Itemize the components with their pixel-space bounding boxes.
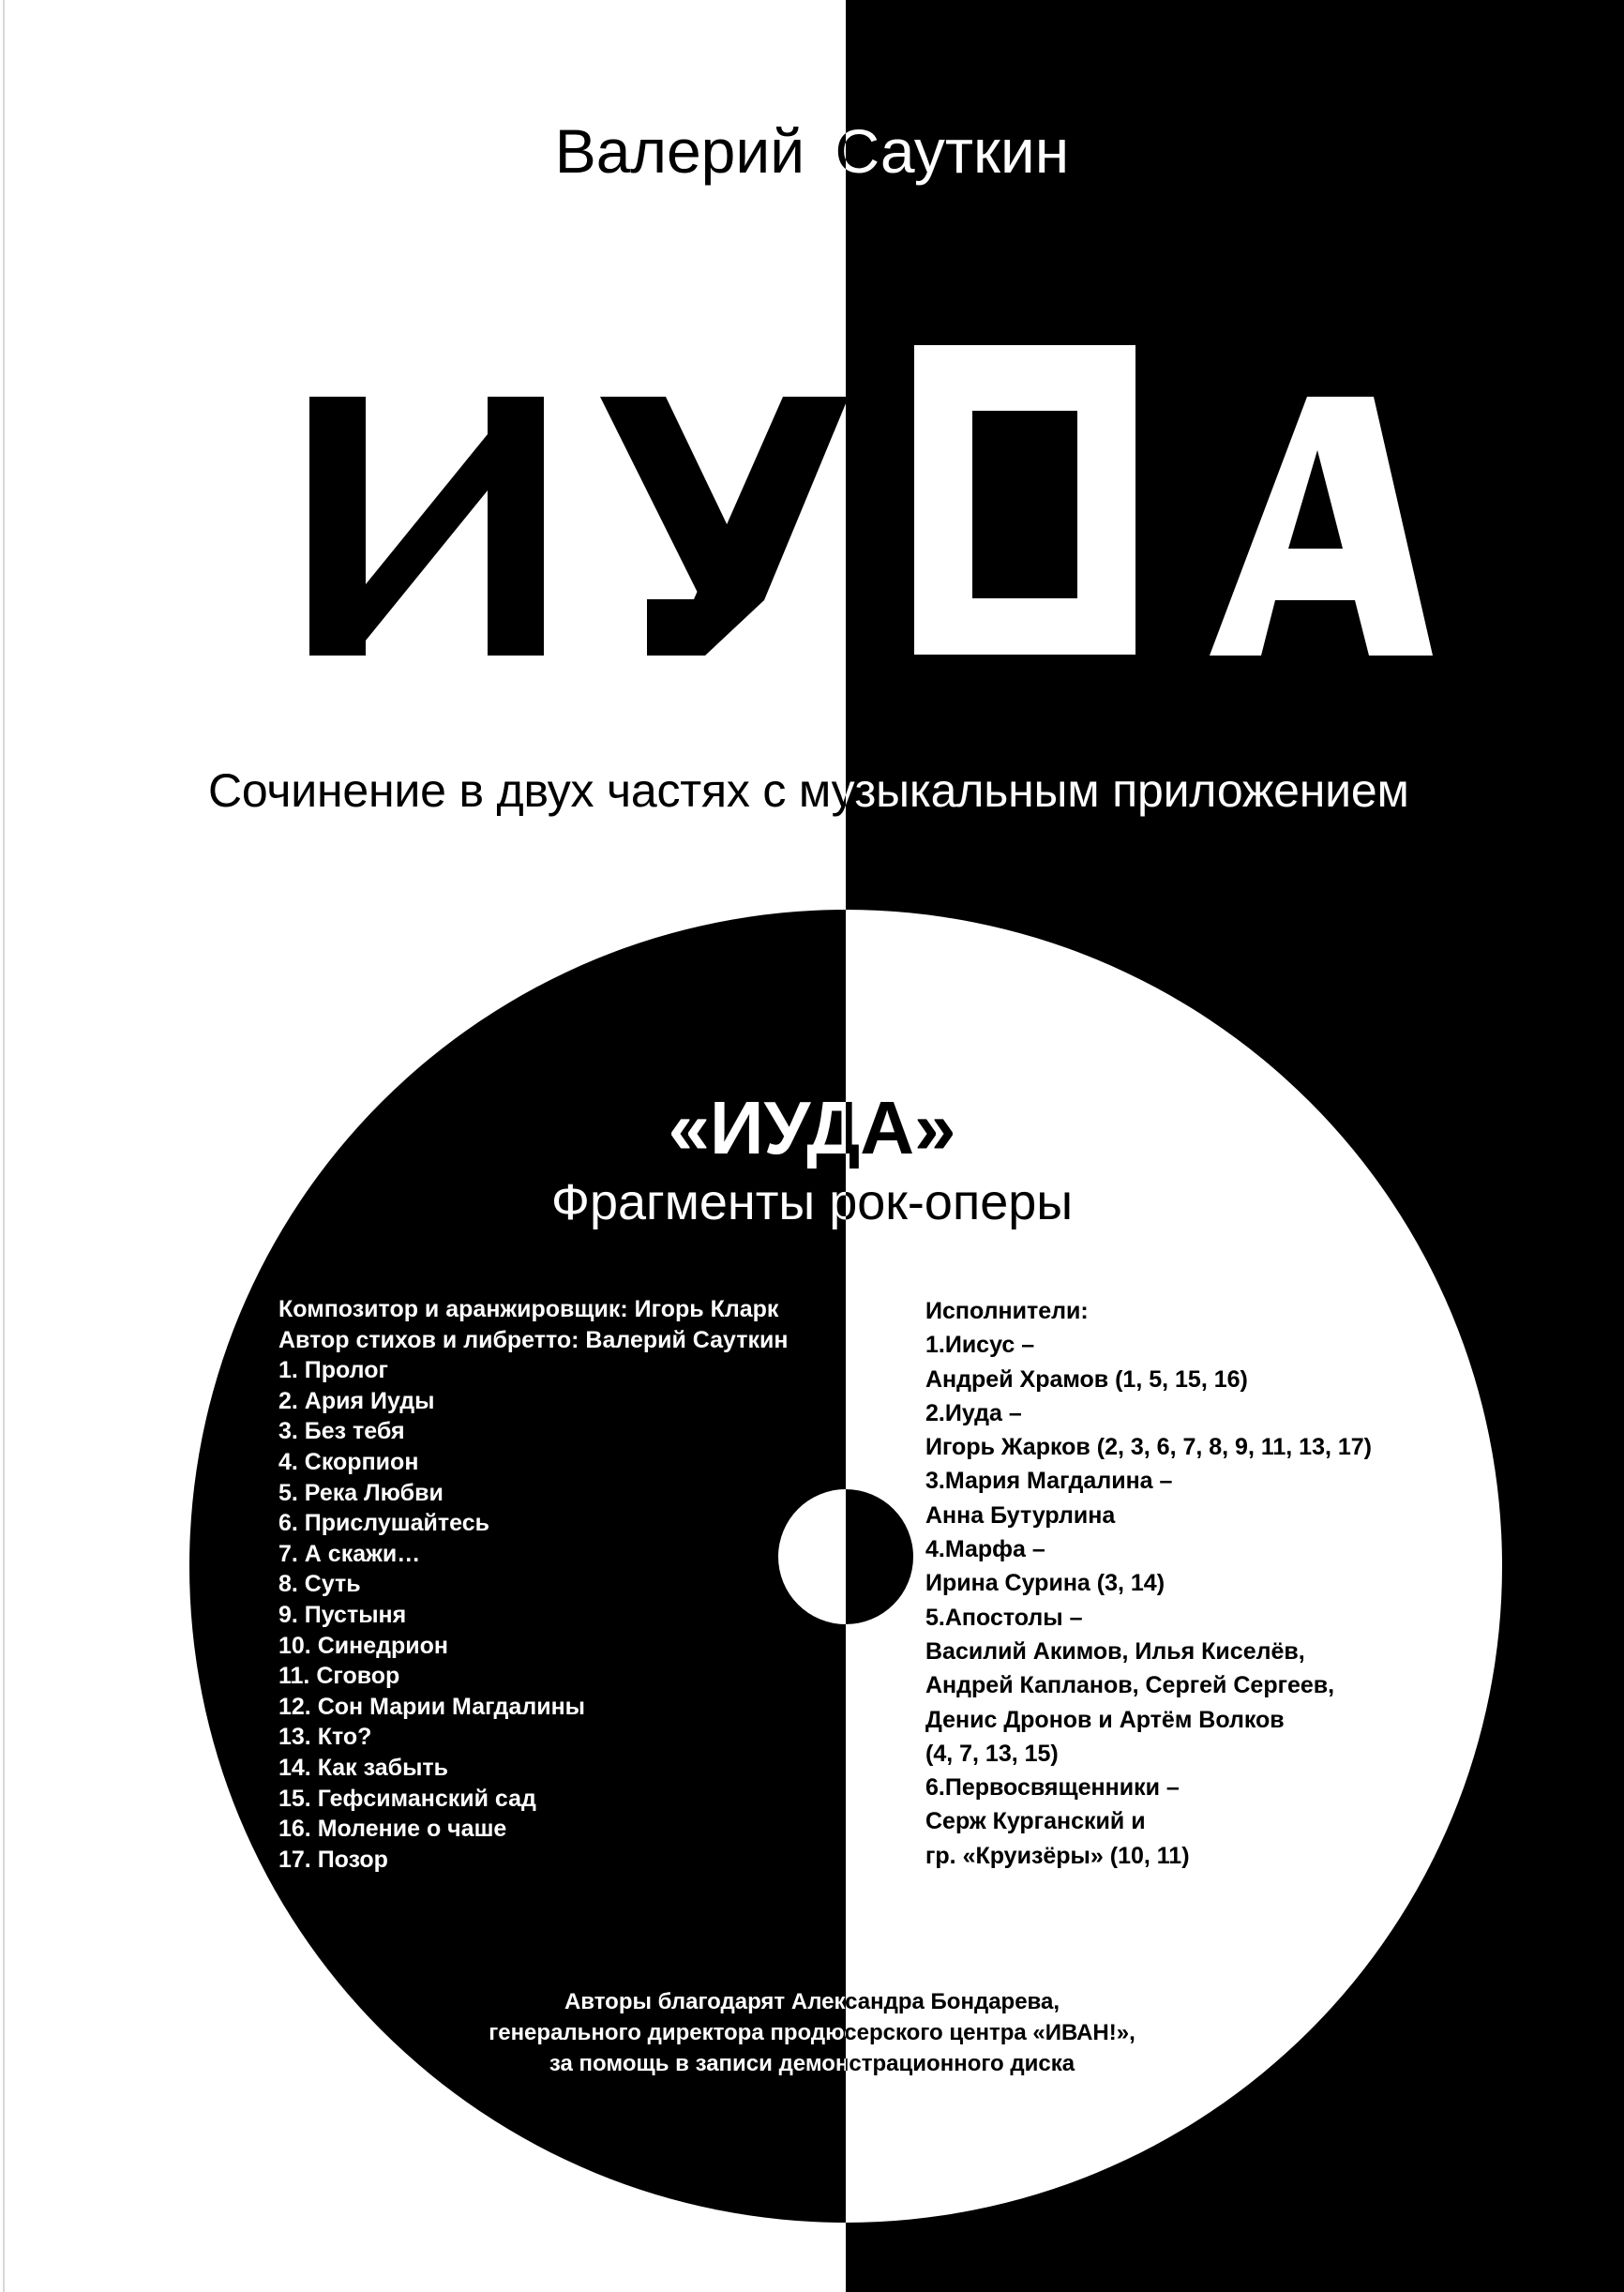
track-item: 1. Пролог: [278, 1357, 388, 1384]
composer-credit: Композитор и аранжировщик: Игорь Кларк: [278, 1296, 779, 1322]
performers-heading: Исполнители:: [925, 1298, 1089, 1324]
author-name: Валерий Сауткин: [554, 116, 1070, 186]
performer-line: гр. «Круизёры» (10, 11): [925, 1842, 1190, 1869]
track-item: 13. Кто?: [278, 1724, 372, 1751]
performer-line: 6.Первосвященники –: [925, 1774, 1180, 1802]
disc-subtitle: Фрагменты рок-оперы: [550, 1174, 1074, 1230]
track-item: 17. Позор: [278, 1846, 388, 1873]
performer-line: 1.Иисус –: [925, 1332, 1035, 1359]
acknowledgement-line: Авторы благодарят Александра Бондарева,: [564, 1989, 1060, 2014]
track-item: 9. Пустыня: [278, 1601, 407, 1628]
title-letter-a: [1210, 397, 1433, 656]
track-item: 11. Сговор: [278, 1663, 400, 1690]
track-item: 14. Как забыть: [278, 1754, 449, 1781]
acknowledgement-line: генерального директора продюсерского центра «ИВАН!»,: [489, 2020, 1135, 2045]
performer-line: 5.Апостолы –: [925, 1604, 1083, 1631]
track-item: 8. Суть: [278, 1571, 361, 1598]
track-item: 4. Скорпион: [278, 1448, 419, 1475]
disc-title: «ИУДА»: [668, 1086, 956, 1169]
acknowledgement: [0, 1986, 1624, 2079]
performer-line: Ирина Сурина (3, 14): [925, 1570, 1165, 1597]
lyricist-credit: Автор стихов и либретто: Валерий Сауткин: [278, 1326, 789, 1353]
title-letter-i: [309, 397, 544, 656]
performer-line: Денис Дронов и Артём Волков: [925, 1706, 1285, 1733]
track-list: [278, 1294, 789, 1875]
performer-line: 2.Иуда –: [925, 1399, 1022, 1426]
track-item: 10. Синедрион: [278, 1632, 449, 1659]
performers-list: [925, 1294, 1372, 1873]
track-item: 16. Моление о чаше: [278, 1816, 507, 1843]
performer-line: Андрей Храмов (1, 5, 15, 16): [925, 1365, 1248, 1393]
track-item: 15. Гефсиманский сад: [278, 1785, 536, 1812]
performer-line: Андрей Капланов, Сергей Сергеев,: [925, 1672, 1335, 1699]
performer-line: Игорь Жарков (2, 3, 6, 7, 8, 9, 11, 13, 17): [925, 1434, 1373, 1461]
performer-line: Василий Акимов, Илья Киселёв,: [925, 1637, 1305, 1665]
performer-line: 3.Мария Магдалина –: [925, 1468, 1173, 1495]
track-item: 12. Сон Марии Магдалины: [278, 1693, 586, 1720]
performer-line: Серж Курганский и: [925, 1808, 1146, 1835]
performer-line: 4.Марфа –: [925, 1536, 1045, 1563]
acknowledgement-line: за помощь в записи демонстрационного диска: [549, 2051, 1075, 2076]
title-letter-u: [600, 397, 849, 656]
performer-line: (4, 7, 13, 15): [925, 1740, 1059, 1767]
title-letter-d: [914, 345, 1135, 655]
track-item: 7. А скажи…: [278, 1540, 421, 1567]
track-item: 5. Река Любви: [278, 1479, 444, 1506]
track-item: 3. Без тебя: [278, 1418, 405, 1445]
track-item: 6. Прислушайтесь: [278, 1510, 489, 1537]
cover-subtitle: Сочинение в двух частях с музыкальным приложением: [208, 764, 1409, 817]
performer-line: Анна Бутурлина: [925, 1501, 1116, 1529]
track-item: 2. Ария Иуды: [278, 1387, 435, 1414]
